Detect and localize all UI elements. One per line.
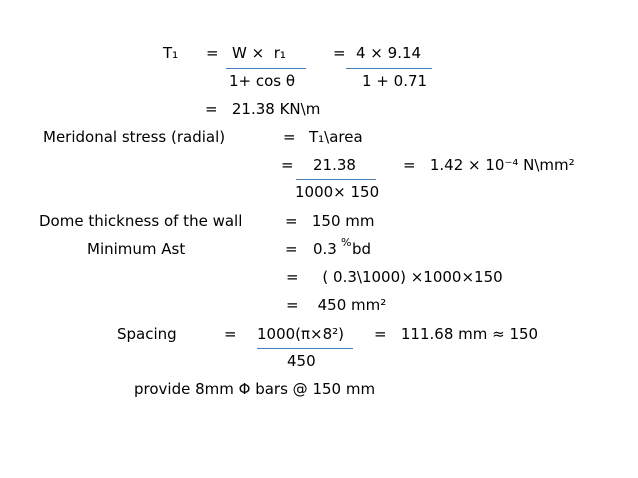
thickness-value: = 150 mm: [285, 212, 375, 230]
t1-denominator-2: 1 + 0.71: [362, 72, 428, 90]
t1-numerator: W × r₁: [232, 44, 286, 62]
ast-line-2: = ( 0.3\1000) ×1000×150: [286, 268, 503, 286]
spacing-label: Spacing: [117, 325, 177, 343]
ast-line-3: = 450 mm²: [286, 296, 387, 314]
meridional-denominator: 1000× 150: [295, 183, 380, 201]
ast-equals: =: [285, 240, 298, 258]
spacing-result: = 111.68 mm ≈ 150: [374, 325, 539, 343]
spacing-denominator: 450: [287, 352, 316, 370]
ast-expression: 0.3: [313, 240, 337, 258]
meridional-numerator-equals: =: [281, 156, 294, 174]
t1-label: T₁: [163, 44, 179, 62]
spacing-equals: =: [224, 325, 237, 343]
spacing-fraction-bar: [257, 348, 353, 349]
spacing-numerator: 1000(π×8²): [257, 325, 345, 343]
meridional-fraction-bar: [296, 179, 376, 180]
t1-fraction-bar-2: [346, 68, 432, 69]
meridional-label: Meridonal stress (radial): [43, 128, 226, 146]
ast-label: Minimum Ast: [87, 240, 186, 258]
meridional-result: = 1.42 × 10⁻⁴ N\mm²: [403, 156, 575, 174]
ast-bd: bd: [352, 240, 372, 258]
t1-denominator: 1+ cos θ: [229, 72, 296, 90]
meridional-expression: T₁\area: [309, 128, 363, 146]
t1-numerator-2: 4 × 9.14: [356, 44, 422, 62]
t1-equals-2: =: [333, 44, 346, 62]
thickness-label: Dome thickness of the wall: [39, 212, 243, 230]
t1-result: = 21.38 KN\m: [205, 100, 321, 118]
ast-percent-sign: %: [341, 236, 352, 249]
meridional-equals: =: [283, 128, 296, 146]
meridional-numerator: 21.38: [313, 156, 356, 174]
t1-equals: =: [206, 44, 219, 62]
provide-statement: provide 8mm Φ bars @ 150 mm: [134, 380, 376, 398]
t1-fraction-bar: [226, 68, 306, 69]
